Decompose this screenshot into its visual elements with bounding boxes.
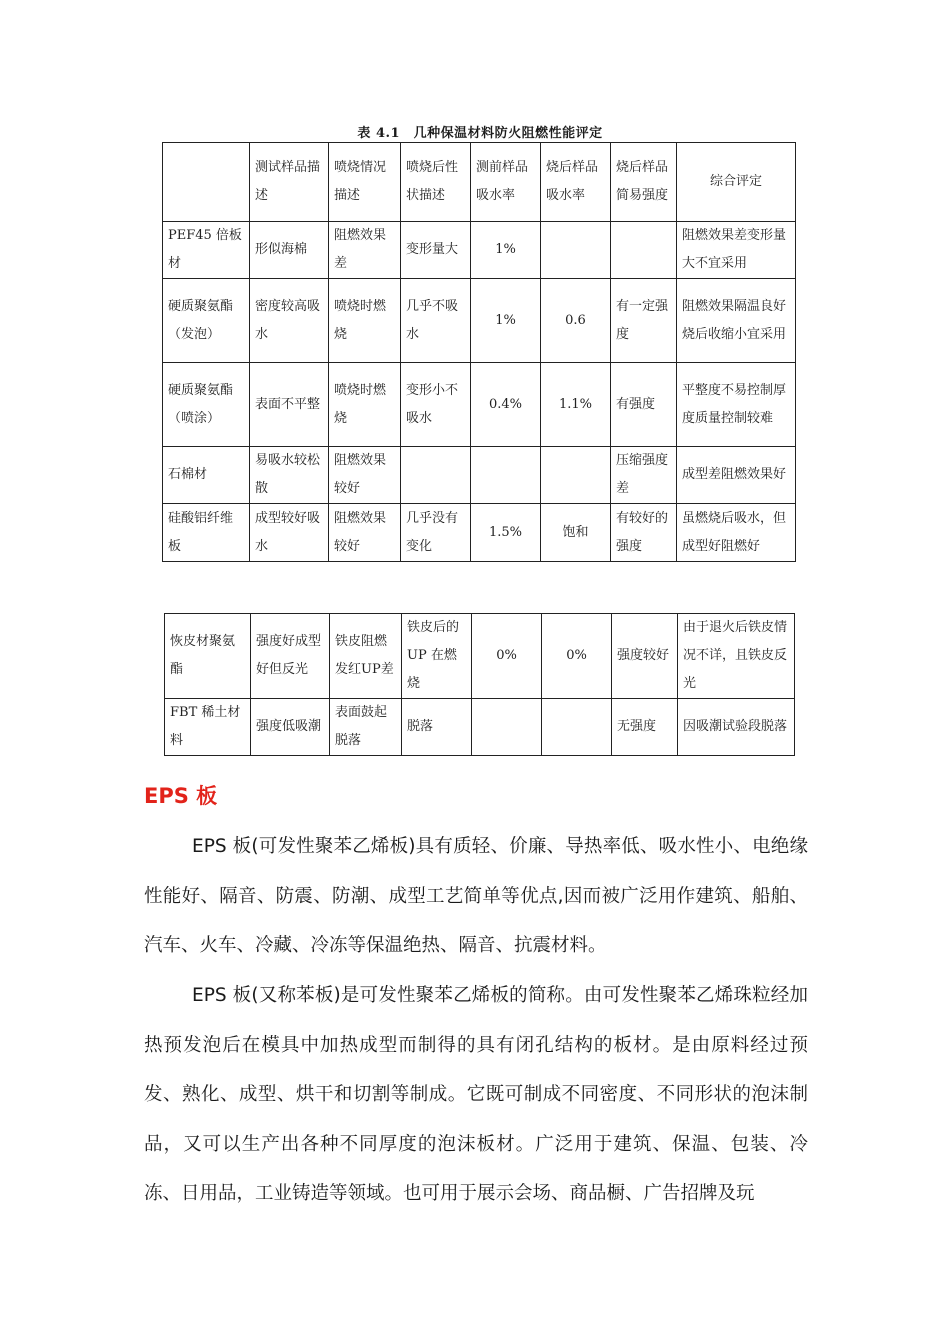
table-row [163, 222, 796, 279]
table-cell [542, 699, 612, 756]
table-cell: 脱落 [402, 699, 472, 756]
table-cell [401, 447, 471, 504]
table-cell: 成型较好吸水 [250, 504, 329, 562]
table-cell: PEF45 倍板材 [163, 222, 250, 279]
table-cell [611, 222, 677, 279]
table-cell: 变形小不吸水 [401, 363, 471, 447]
header-cell: 烧后样品简易强度 [611, 143, 677, 222]
body-paragraph: EPS 板(可发性聚苯乙烯板)具有质轻、价廉、导热率低、吸水性小、电绝缘性能好、隔音、防震、防潮、成型工艺简单等优点,因而被广泛用作建筑、船舶、汽车、火车、冷藏、冷冻等保温绝热、隔音、抗震材料。 [144, 836, 808, 956]
table-cell: 阻燃效果差变形量大不宜采用 [677, 222, 796, 279]
table-row [163, 504, 796, 562]
table-cell: 几乎不吸水 [401, 279, 471, 363]
table-cell: 有较好的强度 [611, 504, 677, 562]
table-cell: 0.6 [541, 279, 611, 363]
table-cell: 易吸水较松散 [250, 447, 329, 504]
table-cell: 因吸潮试验段脱落 [678, 699, 795, 756]
table-cell: 铁皮阻燃发红UP差 [330, 614, 402, 699]
body-paragraph: EPS 板(又称苯板)是可发性聚苯乙烯板的简称。由可发性聚苯乙烯珠粒经加热预发泡后在模具中加热成型而制得的具有闭孔结构的板材。是由原料经过预发、熟化、成型、烘干和切割等制成。它既可制成不同密度、不同形状的泡沫制品，又可以生产出各种不同厚度的泡沫板材。广泛用于建筑、保温、包装、冷冻、日用品，工业铸造等领域。也可用于展示会场、商品橱、广告招牌及玩 [144, 985, 808, 1204]
table-cell: 1% [471, 279, 541, 363]
table-cell: 密度较高吸水 [250, 279, 329, 363]
header-cell: 烧后样品吸水率 [541, 143, 611, 222]
table-cell: 形似海棉 [250, 222, 329, 279]
table-cell: 铁皮后的 UP 在燃烧 [402, 614, 472, 699]
table-cell: 阻燃效果差 [329, 222, 401, 279]
table-cell: 表面不平整 [250, 363, 329, 447]
table-cell: 无强度 [612, 699, 678, 756]
table-row [163, 363, 796, 447]
table-row [163, 279, 796, 363]
table-cell: 0.4% [471, 363, 541, 447]
table-cell: 有一定强度 [611, 279, 677, 363]
table-cell: 喷烧时燃烧 [329, 363, 401, 447]
table-cell: 石棉材 [163, 447, 250, 504]
table-cell: 强度低吸潮 [251, 699, 330, 756]
table-cell [541, 447, 611, 504]
table-cell: 由于退火后铁皮情况不详，且铁皮反光 [678, 614, 795, 699]
table-header-row [163, 143, 796, 222]
table-cell: 硬质聚氨酯（发泡） [163, 279, 250, 363]
table-row [165, 699, 795, 756]
table-cell: 0% [472, 614, 542, 699]
table-cell: 几乎没有变化 [401, 504, 471, 562]
table-cell: 强度好成型好但反光 [251, 614, 330, 699]
table-cell: 阻燃效果隔温良好烧后收缩小宜采用 [677, 279, 796, 363]
table-cell: 0% [542, 614, 612, 699]
fire-rating-table-continued [164, 613, 795, 756]
header-cell: 综合评定 [677, 143, 796, 222]
table-cell: 恢皮材聚氨酯 [165, 614, 251, 699]
table-cell: 成型差阻燃效果好 [677, 447, 796, 504]
table-cell: 表面鼓起脱落 [330, 699, 402, 756]
table-row [165, 614, 795, 699]
table-cell: 虽燃烧后吸水，但成型好阻燃好 [677, 504, 796, 562]
table-cell: 阻燃效果较好 [329, 447, 401, 504]
table-cell: 有强度 [611, 363, 677, 447]
header-cell: 测试样品描述 [250, 143, 329, 222]
section-heading: EPS 板 [144, 784, 218, 808]
fire-rating-table [162, 142, 796, 562]
table-cell: 喷烧时燃烧 [329, 279, 401, 363]
table-cell: 平整度不易控制厚度质量控制较难 [677, 363, 796, 447]
table-cell: 硬质聚氨酯（喷涂） [163, 363, 250, 447]
header-cell: 喷烧后性状描述 [401, 143, 471, 222]
table-caption: 表 4.1 几种保温材料防火阻燃性能评定 [357, 126, 603, 141]
table-cell: 硅酸铝纤维板 [163, 504, 250, 562]
table-cell [472, 699, 542, 756]
table-cell [541, 222, 611, 279]
table-cell: 压缩强度差 [611, 447, 677, 504]
table-cell: 阻燃效果较好 [329, 504, 401, 562]
table-cell: FBT 稀土材料 [165, 699, 251, 756]
table-cell: 1% [471, 222, 541, 279]
header-cell [163, 143, 250, 222]
header-cell: 喷烧情况描述 [329, 143, 401, 222]
table-cell: 强度较好 [612, 614, 678, 699]
table-cell: 饱和 [541, 504, 611, 562]
table-cell: 变形量大 [401, 222, 471, 279]
header-cell: 测前样品吸水率 [471, 143, 541, 222]
table-cell: 1.5% [471, 504, 541, 562]
table-cell [471, 447, 541, 504]
table-row [163, 447, 796, 504]
table-cell: 1.1% [541, 363, 611, 447]
